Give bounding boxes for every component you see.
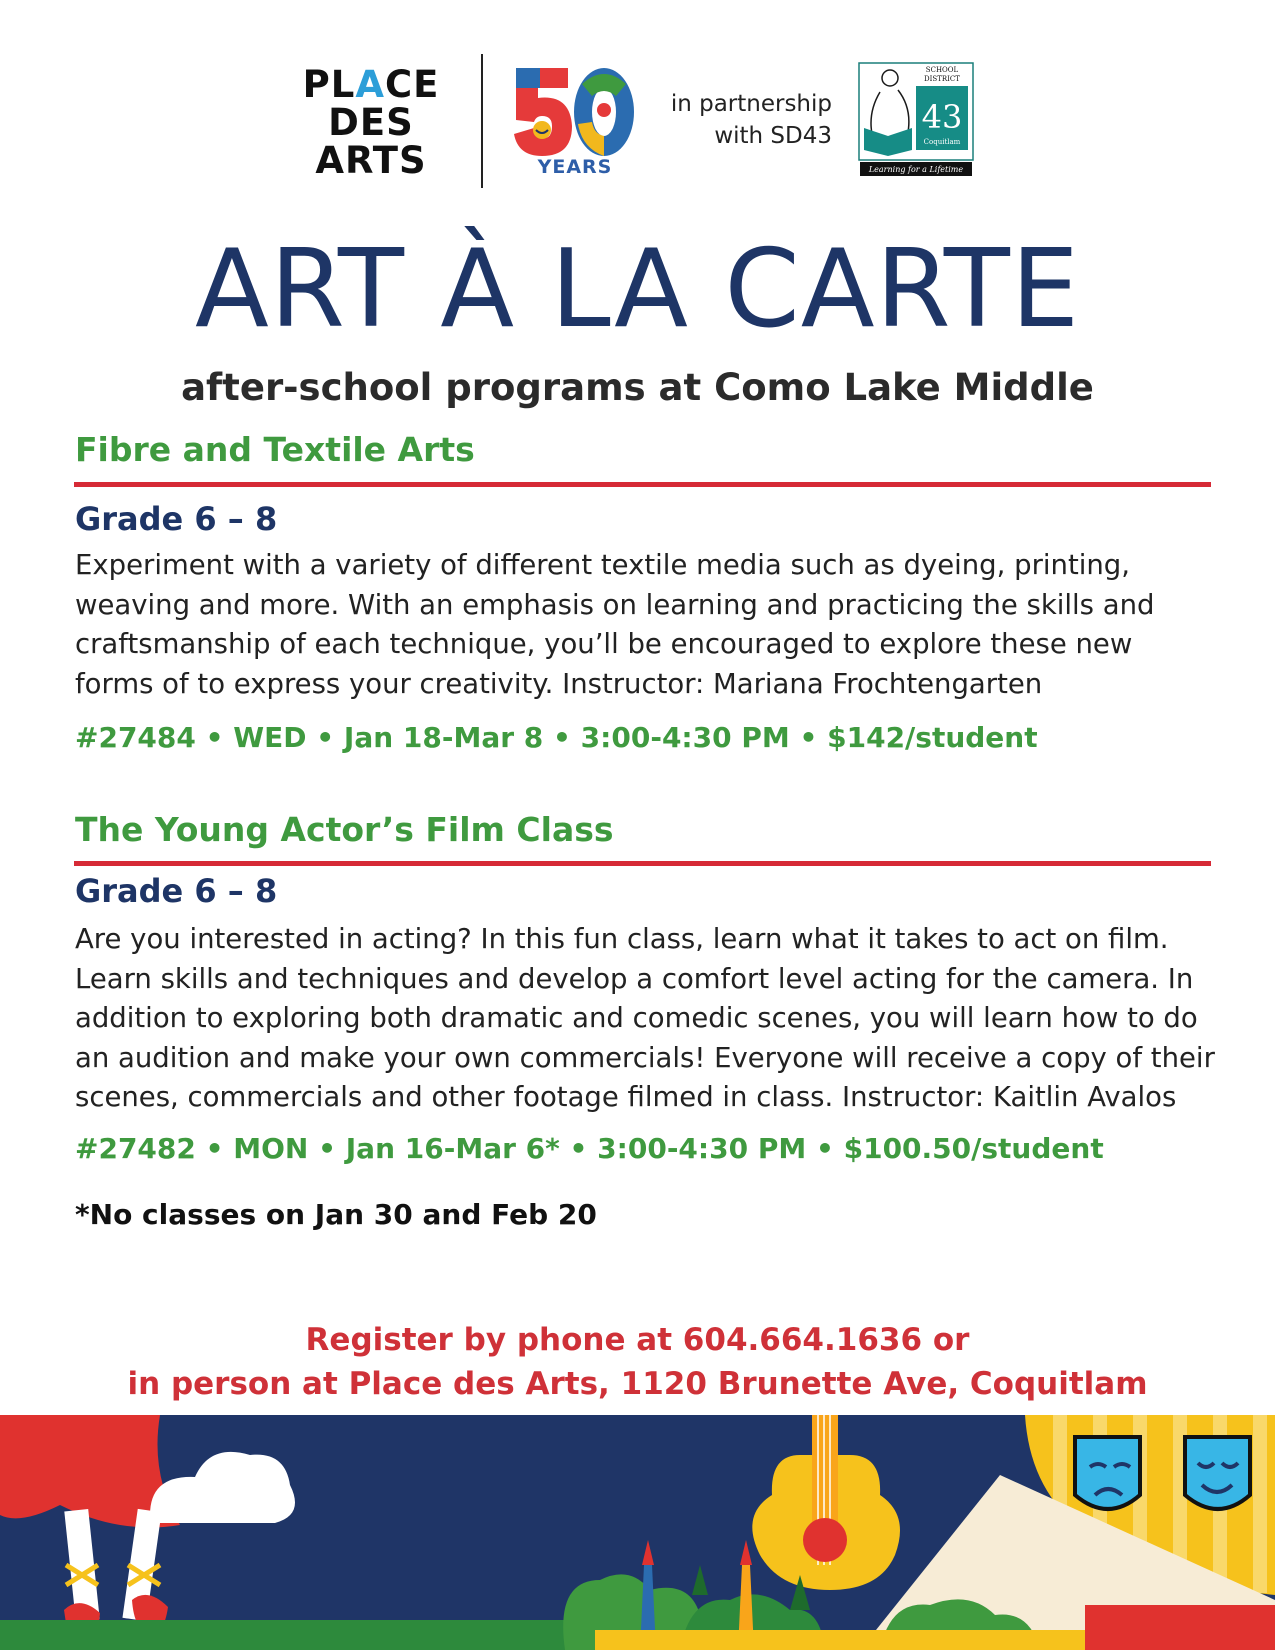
sd43-number: 43 [921, 98, 963, 136]
course-details: #27484 • WED • Jan 18-Mar 8 • 3:00-4:30 PM • $142/student [75, 721, 1038, 754]
logo-line-des: DES [328, 101, 414, 144]
partnership-text [660, 88, 832, 152]
course-grade: Grade 6 – 8 [75, 500, 278, 538]
sd43-logo [858, 62, 974, 178]
sd43-tagline: Learning for a Lifetime [868, 165, 964, 174]
sd43-city: Coquitlam [923, 138, 961, 146]
course-title-film: The Young Actor’s Film Class [75, 810, 614, 849]
happy-mask-icon [1185, 1437, 1250, 1509]
course-grade: Grade 6 – 8 [75, 872, 278, 910]
sd43-district-text: DISTRICT [924, 75, 960, 83]
course-description: Are you interested in acting? In this fun class, learn what it takes to act on film. Learn skills and techniques and develop a comfort level acting for the camera. In addition to exploring both dramatic and comedic scenes, you will learn how to do an audition and make your own commercials! Everyone will receive a copy of their scenes, commercials and other footage filmed in class. Instructor: Kaitlin Avalos [75, 923, 1215, 1113]
page-title: ART À LA CARTE [194, 227, 1081, 352]
register-line-2: in person at Place des Arts, 1120 Brunette Ave, Coquitlam [127, 1366, 1148, 1402]
place-des-arts-logo [296, 63, 446, 182]
schedule-note: *No classes on Jan 30 and Feb 20 [75, 1198, 597, 1231]
register-line-1: Register by phone at 604.664.1636 or [305, 1322, 970, 1358]
page-subtitle: after-school programs at Como Lake Middle [181, 366, 1094, 409]
logo-divider [481, 54, 483, 188]
arts-illustration-banner [0, 1415, 1275, 1650]
logo-line-arts: ARTS [315, 139, 427, 182]
sad-mask-icon [1075, 1437, 1140, 1509]
course-title-fibre: Fibre and Textile Arts [75, 430, 475, 469]
registration-info [0, 1318, 1275, 1406]
partnership-line-2: with SD43 [714, 123, 832, 149]
section-divider [74, 482, 1211, 487]
partnership-line-1: in partnership [670, 91, 832, 117]
anniversary-years-label: YEARS [537, 156, 613, 178]
sd43-school-text: SCHOOL [925, 66, 959, 74]
course-description: Experiment with a variety of different textile media such as dyeing, printing, weaving and more. With an emphasis on learning and practicing the skills and craftsmanship of each technique, you’ll be encouraged to explore these new forms of to express your creativity. Instructor: Mariana Frochtengarten [75, 549, 1155, 700]
course-details: #27482 • MON • Jan 16-Mar 6* • 3:00-4:30 PM • $100.50/student [75, 1132, 1104, 1165]
logo-line-place: PLACE [302, 63, 440, 106]
section-divider [74, 861, 1211, 866]
